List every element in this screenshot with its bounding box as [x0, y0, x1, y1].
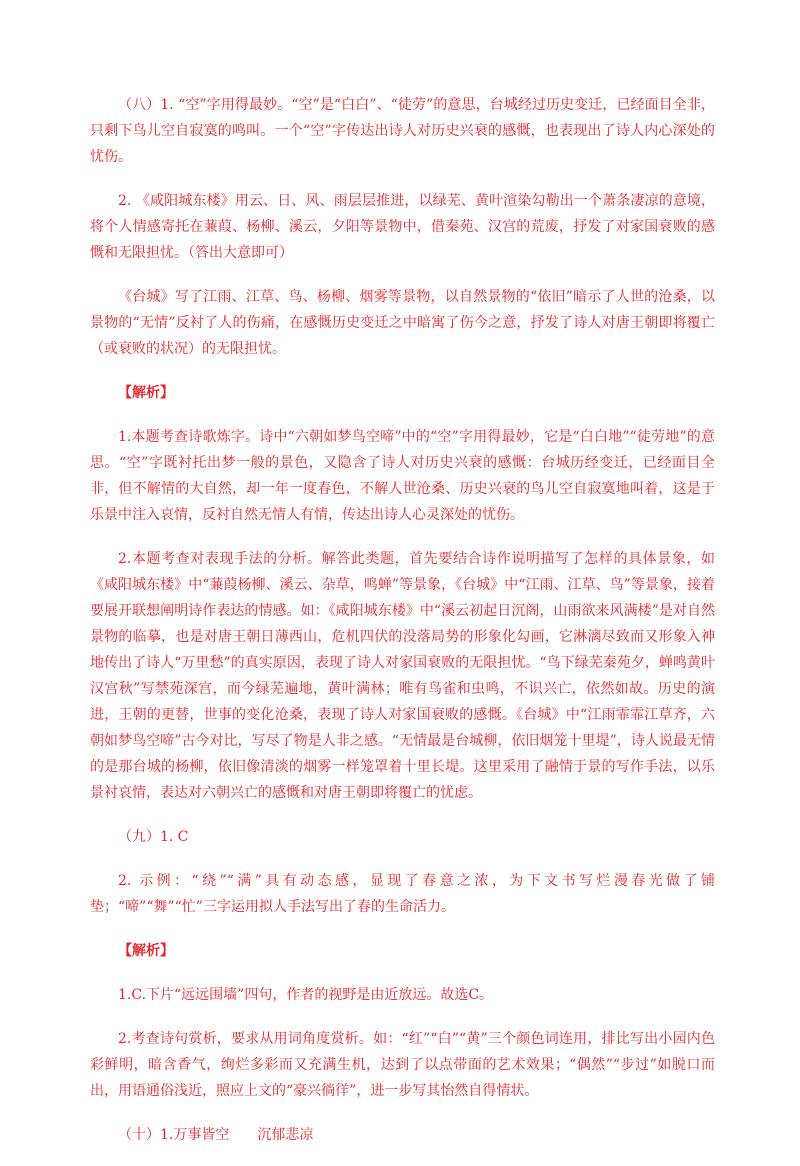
analysis-9-1: 1.C.下片“远远围墙”四句，作者的视野是由近放远。故选C。 [118, 987, 494, 1003]
analysis-heading-9: 【解析】 [118, 943, 174, 959]
analysis-9-2: 2.考查诗句赏析，要求从用词角度赏析。如：“红”“白”“黄”三个颜色词连用，排比写出小园内色彩鲜明，暗含香气，绚烂多彩而又充满生机，达到了以点带面的艺术效果；“偶然”“步过”如脱口而出，用语通俗浅近，照应上文的“豪兴徜徉”，进一步写其怡然自得情状。 [90, 1031, 715, 1099]
answer-10-1: （十）1.万事皆空 沉郁悲凉 [118, 1127, 314, 1143]
analysis-8-1: 1.本题考查诗歌炼字。诗中“六朝如梦鸟空啼”中的“空”字用得最妙，它是“白白地”“徒劳地”的意思。“空”字既衬托出梦一般的景色，又隐含了诗人对历史兴衰的感慨：台城历经变迁，已经面目全非，但不解情的大自然，却一年一度春色，不解人世沧桑、历史兴衰的鸟儿空自寂寞地叫着，这是于乐景中注入哀情，反衬自然无情人有情，传达出诗人心灵深处的忧伤。 [90, 429, 715, 523]
answer-9-2: 2. 示例：“绕”“满”具有动态感，显现了春意之浓，为下文书写烂漫春光做了铺垫；“啼”“舞”“忙”三字运用拟人手法写出了春的生命活力。 [90, 873, 715, 915]
answer-9-1: （九）1. C [118, 829, 189, 845]
answer-8-2-tai-cheng: 《台城》写了江雨、江草、鸟、杨柳、烟雾等景物，以自然景物的“依旧”暗示了人世的沧桑，以景物的“无情”反衬了人的伤痛，在感慨历史变迁之中暗寓了伤今之意，抒发了诗人对唐王朝即将覆亡（或衰败的状况）的无限担忧。 [90, 289, 715, 357]
answer-8-2: 2. 《咸阳城东楼》用云、日、风、雨层层推进，以绿芜、黄叶渲染勾勒出一个萧条凄凉的意境，将个人情感寄托在蒹葭、杨柳、溪云，夕阳等景物中，借秦苑、汉宫的荒废，抒发了对家国衰败的感慨和无限担忧。（答出大意即可） [90, 193, 715, 261]
answer-8-1: （八）1. “空”字用得最妙。“空”是“白白”、“徒劳”的意思，台城经过历史变迁，已经面目全非，只剩下鸟儿空自寂寞的鸣叫。一个“空”字传达出诗人对历史兴衰的感慨，也表现出了诗人内心深处的忧伤。 [90, 97, 715, 165]
analysis-8-2: 2.本题考查对表现手法的分析。解答此类题，首先要结合诗作说明描写了怎样的具体景象，如《咸阳城东楼》中“蒹葭杨柳、溪云、杂草，鸣蝉”等景象，《台城》中“江雨、江草、鸟”等景象，接着要展开联想阐明诗作表达的情感。如：《咸阳城东楼》中“溪云初起日沉阁，山雨欲来风满楼”是对自然景物的临摹，也是对唐王朝日薄西山，危机四伏的没落局势的形象化勾画，它淋漓尽致而又形象入神地传出了诗人“万里愁”的真实原因，表现了诗人对家国衰败的无限担忧。“鸟下绿芜秦苑夕，蝉鸣黄叶汉宫秋”写禁苑深宫，而今绿芜遍地，黄叶满林；唯有鸟雀和虫鸣，不识兴亡，依然如故。历史的演进，王朝的更替，世事的变化沧桑，表现了诗人对家国衰败的感慨。《台城》中“江雨霏霏江草齐，六朝如梦鸟空啼”古今对比，写尽了物是人非之感。“无情最是台城柳，依旧烟笼十里堤”，诗人说最无情的是那台城的杨柳，依旧像清淡的烟雾一样笼罩着十里长堤。这里采用了融情于景的写作手法，以乐景衬哀情，表达对六朝兴亡的感慨和对唐王朝即将覆亡的忧虑。 [90, 551, 715, 801]
answer-document [90, 92, 715, 1166]
analysis-heading-8: 【解析】 [118, 385, 174, 401]
